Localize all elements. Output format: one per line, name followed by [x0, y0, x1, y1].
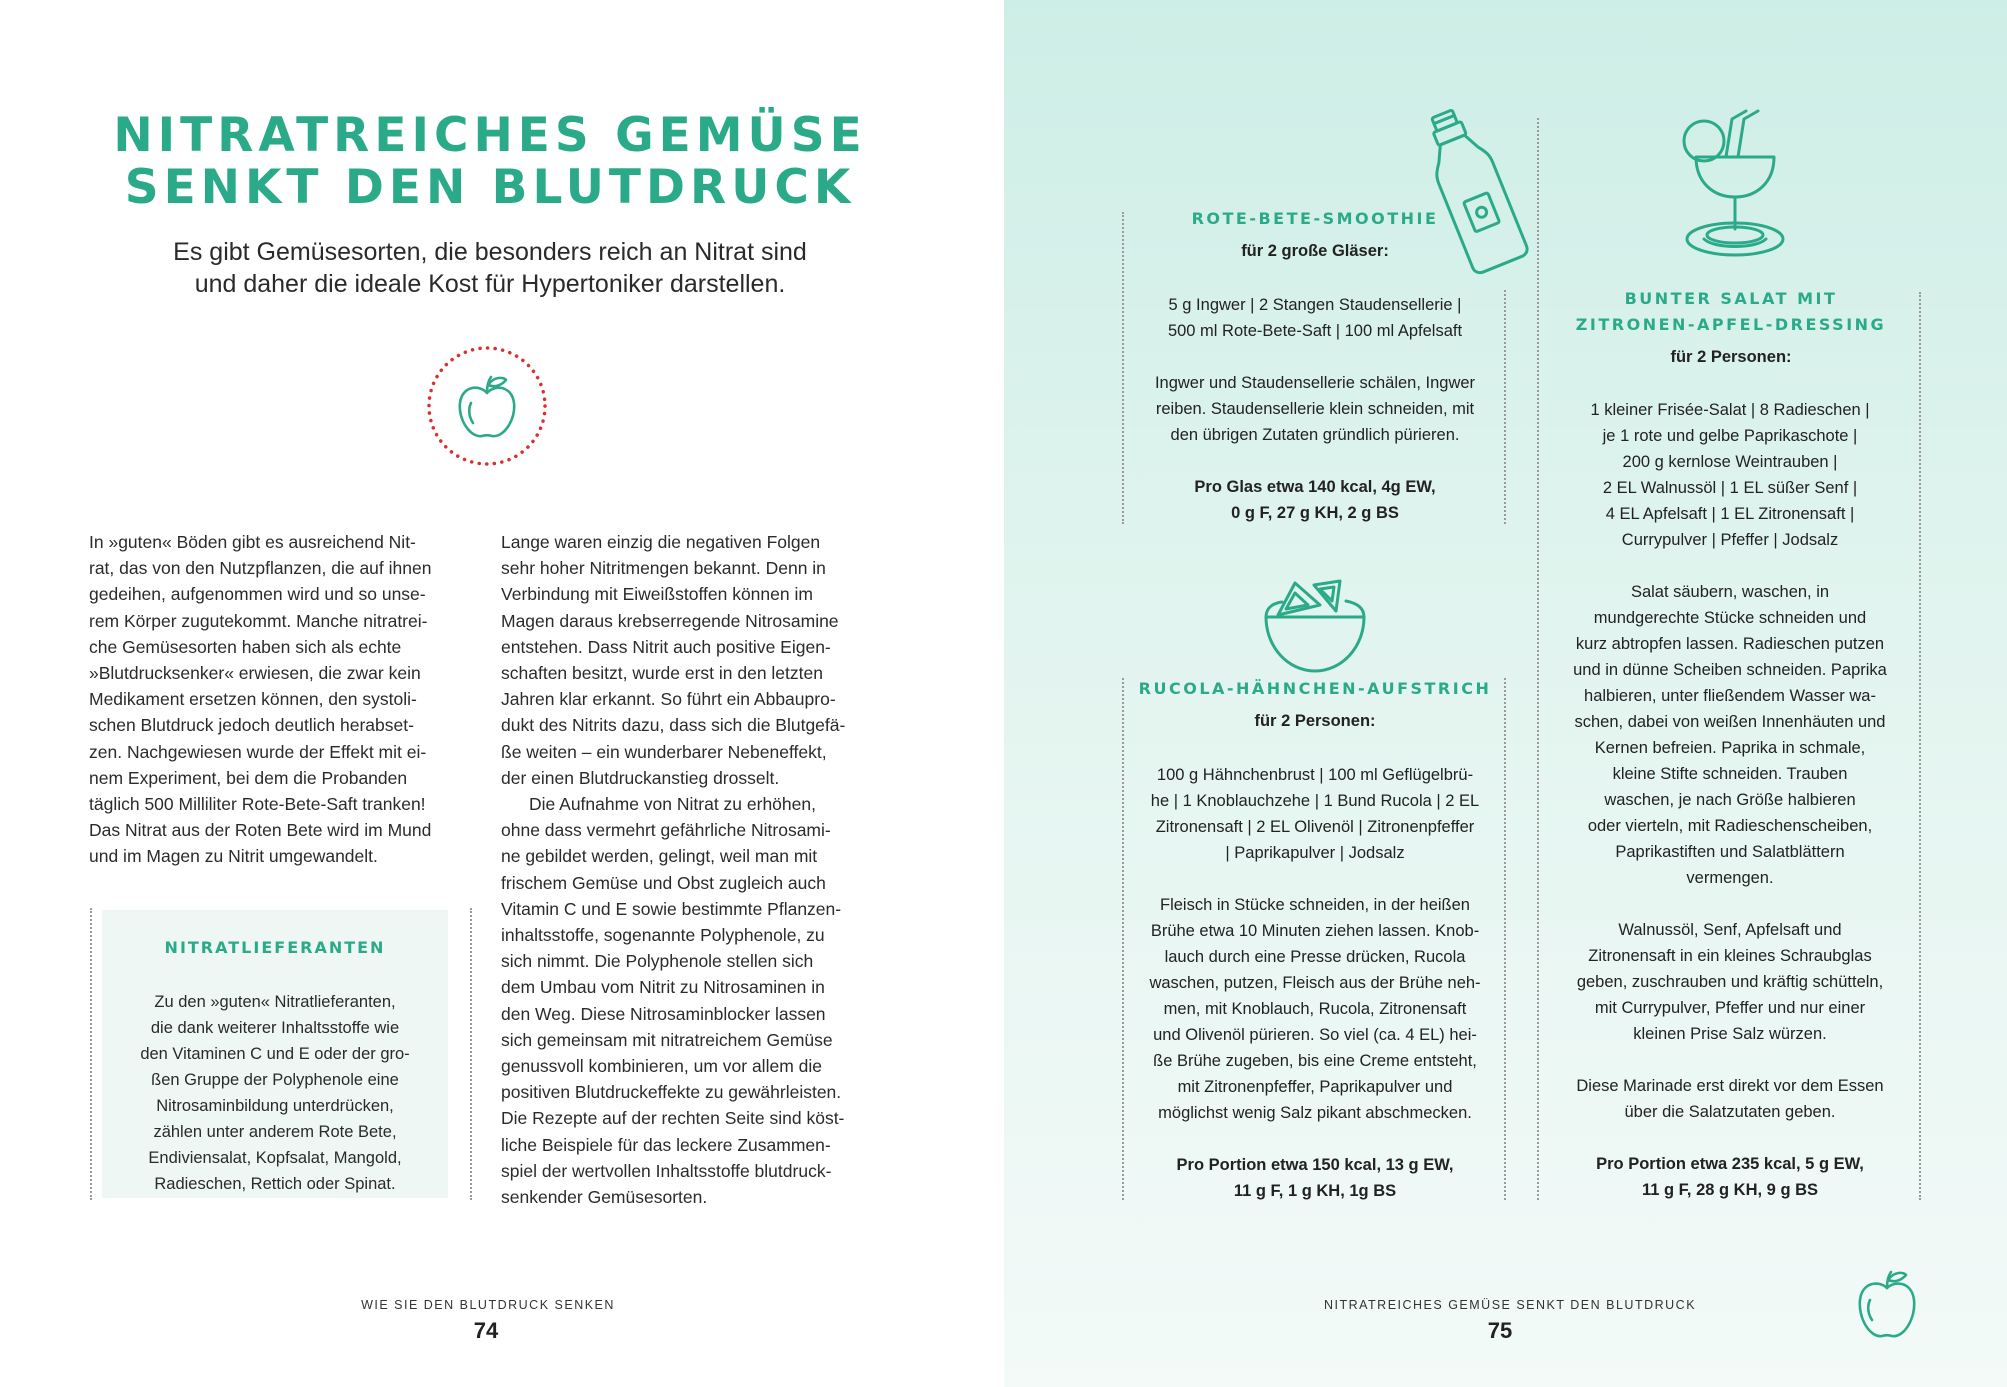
text-line: Zu den »guten« Nitratlieferanten,: [154, 992, 396, 1011]
box-paragraph: [112, 989, 438, 1197]
subtitle: [110, 236, 870, 300]
box-text: [112, 972, 438, 1213]
recipe-title: RUCOLA-HÄHNCHEN-AUFSTRICH: [1138, 679, 1492, 698]
page-title: [110, 110, 870, 214]
text-line: Medikament ersetzen können, den systoli-: [89, 689, 417, 710]
text-line: sich gemeinsam mit nitratreichem Gemüse: [501, 1029, 833, 1050]
text-line: 2 EL Walnussöl | 1 EL süßer Senf |: [1602, 479, 1858, 497]
body-column-1: [89, 529, 472, 870]
text-line: men, mit Knoblauch, Rucola, Zitronensaft: [1163, 1000, 1467, 1018]
text-line: kleinen Prise Salz würzen.: [1633, 1025, 1827, 1043]
text-line: entstehen. Dass Nitrit auch positive Eigen-: [501, 636, 831, 657]
text-line: den übrigen Zutaten gründlich pürieren.: [1170, 426, 1460, 444]
text-line: Vitamin C und E sowie bestimmte Pflanzen-: [501, 898, 842, 919]
text-line: mit Zitronenpfeffer, Paprikapulver und: [1177, 1078, 1453, 1096]
nitrate-sources-box: [90, 908, 472, 1200]
text-line: Paprikastiften und Salatblättern: [1615, 843, 1845, 861]
text-line: Die Rezepte auf der rechten Seite sind köst-: [501, 1108, 845, 1129]
text-line: senkender Gemüsesorten.: [501, 1187, 708, 1208]
text-line: 500 ml Rote-Bete-Saft | 100 ml Apfelsaft: [1167, 322, 1463, 340]
body-column-2: [501, 529, 886, 1210]
text-line: In »guten« Böden gibt es ausreichend Nit-: [89, 532, 416, 552]
text-line: kurz abtropfen lassen. Radieschen putzen: [1575, 635, 1885, 653]
subtitle-line: Es gibt Gemüsesorten, die besonders reich an Nitrat sind: [173, 238, 807, 266]
dotted-divider: [470, 908, 472, 1200]
text-line: 11 g F, 1 g KH, 1g BS: [1233, 1182, 1397, 1200]
text-line: 1 kleiner Frisée-Salat | 8 Radieschen |: [1590, 401, 1870, 419]
text-line: und in dünne Scheiben schneiden. Paprika: [1573, 661, 1887, 679]
text-line: Zitronensaft | 2 EL Olivenöl | Zitronenpfeffer: [1155, 818, 1475, 836]
text-line: Pro Portion etwa 235 kcal, 5 g EW,: [1596, 1155, 1864, 1173]
text-line: Magen daraus krebserregende Nitrosamine: [501, 610, 839, 631]
text-line: Pro Portion etwa 150 kcal, 13 g EW,: [1176, 1156, 1454, 1174]
text-line: ße weiten – ein wunderbarer Nebeneffekt,: [501, 741, 827, 762]
page-number: 74: [473, 1318, 499, 1343]
text-line: Lange waren einzig die negativen Folgen: [501, 532, 821, 552]
apple-badge-icon: [424, 343, 550, 469]
text-line: rat, das von den Nutzpflanzen, die auf ihnen: [89, 558, 432, 579]
ingredients: [1124, 762, 1506, 866]
text-line: halbieren, unter fließendem Wasser wa-: [1584, 687, 1876, 705]
text-line: mit Currypulver, Pfeffer und nur einer: [1594, 999, 1866, 1017]
right-page: [1004, 0, 2007, 1387]
body-paragraph: [89, 529, 472, 870]
ingredients: [1539, 397, 1921, 553]
nutrition-info: [1124, 1152, 1506, 1204]
text-line: sehr hoher Nitritmengen bekannt. Denn in: [501, 558, 826, 579]
text-line: Walnussöl, Senf, Apfelsaft und: [1618, 921, 1842, 939]
text-line: gedeihen, aufgenommen wird und so unse-: [89, 584, 426, 605]
text-line: Salat säubern, waschen, in: [1630, 583, 1830, 601]
text-line: mundgerechte Stücke schneiden und: [1593, 609, 1867, 627]
text-line: kleine Stifte schneiden. Trauben: [1612, 765, 1848, 783]
text-line: Verbindung mit Eiweißstoffen können im: [501, 584, 813, 605]
recipe-servings: für 2 große Gläser:: [1241, 242, 1389, 260]
text-line: dem Umbau vom Nitrit zu Nitrosaminen in: [501, 977, 825, 998]
text-line: frischem Gemüse und Obst zugleich auch: [501, 872, 826, 893]
text-line: der einen Blutdruckanstieg drosselt.: [501, 767, 780, 788]
text-line: 4 EL Apfelsaft | 1 EL Zitronensaft |: [1605, 505, 1855, 523]
text-line: genussvoll kombinieren, um vor allem die: [501, 1056, 822, 1077]
text-line: spiel der wertvollen Inhaltsstoffe blutdruck-: [501, 1160, 832, 1181]
text-line: zählen unter anderem Rote Bete,: [153, 1122, 397, 1141]
method: [1124, 892, 1506, 1126]
method: [1539, 917, 1921, 1047]
dotted-divider: [90, 908, 92, 1200]
text-line: positiven Blutdruckeffekte zu gewährleisten.: [501, 1082, 842, 1103]
text-line: täglich 500 Milliliter Rote-Bete-Saft tranken!: [89, 794, 426, 815]
text-line: und Olivenöl pürieren. So viel (ca. 4 EL) hei-: [1153, 1026, 1477, 1044]
ingredients: [1124, 292, 1506, 344]
text-line: dukt des Nitrits dazu, dass sich die Blutgefä-: [501, 715, 846, 736]
text-line: Diese Marinade erst direkt vor dem Essen: [1576, 1077, 1884, 1095]
running-footer: WIE SIE DEN BLUTDRUCK SENKEN: [361, 1298, 615, 1312]
text-line: nem Experiment, bei dem die Probanden: [89, 767, 408, 788]
text-line: oder vierteln, mit Radieschenscheiben,: [1587, 817, 1873, 835]
body-paragraph: [501, 529, 886, 791]
text-line: den Vitaminen C und E oder der gro-: [140, 1044, 410, 1063]
recipe-title: ROTE-BETE-SMOOTHIE: [1191, 209, 1439, 228]
recipe-body: [1124, 292, 1506, 526]
recipe-title: [1549, 286, 1913, 338]
text-line: waschen, putzen, Fleisch aus der Brühe neh-: [1149, 974, 1481, 992]
text-line: den Weg. Diese Nitrosaminblocker lassen: [501, 1003, 826, 1024]
text-line: schen Blutdruck jedoch deutlich herabset-: [89, 715, 414, 736]
recipe-servings: für 2 Personen:: [1254, 712, 1376, 730]
text-line: 100 g Hähnchenbrust | 100 ml Geflügelbrü-: [1156, 766, 1474, 784]
nutrition-info: [1539, 1151, 1921, 1203]
text-line: Die Aufnahme von Nitrat zu erhöhen,: [529, 794, 816, 815]
text-line: schen, dabei von weißen Innenhäuten und: [1574, 713, 1886, 731]
text-line: ßen Gruppe der Polyphenole eine: [151, 1070, 399, 1089]
text-line: Das Nitrat aus der Roten Bete wird im Mund: [89, 820, 432, 841]
box-heading: NITRATLIEFERANTEN: [164, 938, 386, 957]
nutrition-info: [1124, 474, 1506, 526]
text-line: je 1 rote und gelbe Paprikaschote |: [1602, 427, 1858, 445]
text-line: Pro Glas etwa 140 kcal, 4g EW,: [1194, 478, 1436, 496]
text-line: reiben. Staudensellerie klein schneiden, mit: [1155, 400, 1475, 418]
text-line: ße Brühe zugeben, bis eine Creme entsteht,: [1153, 1052, 1477, 1070]
text-line: »Blutdrucksenker« erwiesen, die zwar kein: [89, 663, 421, 684]
text-line: che Gemüsesorten haben sich als echte: [89, 636, 402, 657]
text-line: inhaltsstoffe, sogenannte Polyphenole, zu: [501, 925, 825, 946]
text-line: 5 g Ingwer | 2 Stangen Staudensellerie |: [1168, 296, 1462, 314]
text-line: 200 g kernlose Weintrauben |: [1622, 453, 1838, 471]
text-line: Currypulver | Pfeffer | Jodsalz: [1621, 531, 1839, 549]
recipe-title-line: BUNTER SALAT MIT: [1624, 289, 1838, 308]
text-line: Kernen befreien. Paprika in schmale,: [1594, 739, 1866, 757]
body-paragraph: [501, 791, 886, 1210]
text-line: liche Beispiele für das leckere Zusammen-: [501, 1134, 831, 1155]
text-line: und im Magen zu Nitrit umgewandelt.: [89, 846, 378, 867]
text-line: schaften besitzt, wurde erst in den letzten: [501, 663, 823, 684]
text-line: geben, zuschrauben und kräftig schütteln,: [1576, 973, 1884, 991]
text-line: Zitronensaft in ein kleines Schraubglas: [1588, 947, 1872, 965]
text-line: he | 1 Knoblauchzehe | 1 Bund Rucola | 2 EL: [1150, 792, 1480, 810]
text-line: Radieschen, Rettich oder Spinat.: [154, 1174, 396, 1193]
text-line: Ingwer und Staudensellerie schälen, Ingwer: [1154, 374, 1476, 392]
text-line: vermengen.: [1686, 869, 1774, 887]
recipe-body: [1539, 397, 1921, 1203]
running-footer: NITRATREICHES GEMÜSE SENKT DEN BLUTDRUCK: [1323, 1298, 1697, 1312]
recipe-title-line: ZITRONEN-APFEL-DRESSING: [1575, 315, 1887, 334]
text-line: ne gebildet werden, gelingt, weil man mit: [501, 846, 818, 867]
text-line: 0 g F, 27 g KH, 2 g BS: [1231, 504, 1399, 522]
text-line: zen. Nachgewiesen wurde der Effekt mit ei-: [89, 741, 427, 762]
text-line: | Paprikapulver | Jodsalz: [1225, 844, 1405, 862]
text-line: 11 g F, 28 g KH, 9 g BS: [1641, 1181, 1819, 1199]
text-line: waschen, je nach Größe halbieren: [1604, 791, 1856, 809]
recipe-body: [1124, 762, 1506, 1204]
text-line: Endiviensalat, Kopfsalat, Mangold,: [148, 1148, 402, 1167]
method: [1539, 1073, 1921, 1125]
subtitle-line: und daher die ideale Kost für Hypertoniker darstellen.: [194, 270, 786, 298]
page-number: 75: [1487, 1318, 1513, 1343]
text-line: Fleisch in Stücke schneiden, in der heißen: [1159, 896, 1470, 914]
text-line: über die Salatzutaten geben.: [1624, 1103, 1836, 1121]
text-line: Jahren klar erkannt. So führt ein Abbaupro-: [501, 689, 836, 710]
title-line: NITRATREICHES GEMÜSE: [113, 108, 867, 163]
text-line: Brühe etwa 10 Minuten ziehen lassen. Knob-: [1150, 922, 1480, 940]
text-line: rem Körper zugutekommt. Manche nitratrei-: [89, 610, 428, 631]
text-line: ohne dass vermehrt gefährliche Nitrosami-: [501, 820, 831, 841]
title-line: SENKT DEN BLUTDRUCK: [124, 160, 856, 215]
text-line: möglichst wenig Salz pikant abschmecken.: [1158, 1104, 1472, 1122]
apple-outline-icon: [1850, 1268, 1924, 1342]
bowl-icon: [1260, 577, 1370, 677]
text-line: Nitrosaminbildung unterdrücken,: [156, 1096, 394, 1115]
method: [1124, 370, 1506, 448]
text-line: sich nimmt. Die Polyphenole stellen sich: [501, 951, 814, 972]
text-line: lauch durch eine Presse drücken, Rucola: [1164, 948, 1466, 966]
text-line: die dank weiterer Inhaltsstoffe wie: [150, 1018, 400, 1037]
cocktail-glass-icon: [1674, 105, 1786, 263]
recipe-servings: für 2 Personen:: [1670, 348, 1792, 366]
method: [1539, 579, 1921, 891]
